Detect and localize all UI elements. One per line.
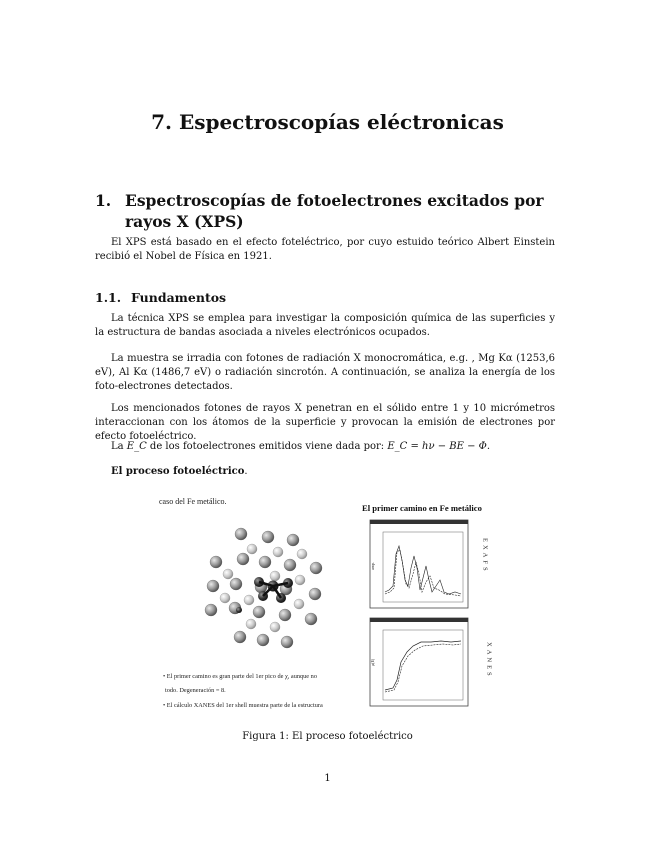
bullet-1-line-1: • El primer camino es gran parte del 1er pico de χ, aunque no — [163, 673, 317, 680]
bullet-1-line-2: todo. Degeneración = 8. — [165, 687, 226, 694]
section-number: 1. — [95, 191, 112, 210]
section-intro: El XPS está basado en el efecto foteléctrico, por cuyo estuido teórico Albert Einstein recibió el Nobel de Física en 1921. — [95, 237, 555, 262]
xanes-side-label: XANES — [485, 642, 493, 679]
subsection-number: 1.1. — [95, 290, 122, 305]
exafs-plot — [370, 520, 468, 608]
paragraph-photoelectric-process — [95, 465, 555, 479]
page-number: 1 — [324, 773, 331, 784]
chapter-title: 7. Espectroscopías eléctronicas — [151, 110, 504, 134]
photoelectric-process-label: El proceso fotoeléctrico — [111, 466, 245, 477]
kinetic-energy-symbol: E_C — [126, 441, 147, 452]
bullet-2: • El cálculo XANES del 1er shell muestra parte de la estructura — [163, 702, 323, 709]
photoelectric-figure — [155, 494, 510, 714]
subsection-heading — [95, 290, 555, 305]
figure-right-title: El primer camino en Fe metálico — [362, 503, 482, 513]
figure-bullets — [163, 673, 323, 709]
kinetic-energy-text-mid: de los fotoelectrones emitidos viene dada por: — [146, 441, 388, 452]
photoelectric-process-end: . — [244, 466, 248, 477]
kinetic-energy-text-end: . — [486, 441, 491, 452]
paragraph-kinetic-energy — [95, 440, 555, 454]
iron-lattice-image — [205, 528, 322, 648]
section-heading — [95, 190, 555, 232]
paragraph-xps-technique: La técnica XPS se emplea para investigar la composición química de las superficies y la estructura de bandas asociada a niveles electrónicos ocupados. — [95, 313, 555, 338]
xanes-plot — [370, 618, 468, 706]
paragraph-penetration: Los mencionados fotones de rayos X penetran en el sólido entre 1 y 10 micrómetros interaccionan con los átomos de la superficie y provocan la emisión de electrones por efecto fotoeléctrico. — [95, 403, 555, 442]
svg-text:μ(E): μ(E) — [370, 658, 375, 666]
svg-text:amp.: amp. — [370, 562, 375, 570]
figure-top-left-caption: caso del Fe metálico. — [159, 497, 227, 506]
section-title: Espectroscopías de fotoelectrones excitados por rayos X (XPS) — [125, 191, 544, 231]
subsection-title: Fundamentos — [131, 290, 227, 305]
kinetic-energy-equation: E_C = hν − BE − Φ — [387, 441, 487, 452]
figure-caption: Figura 1: El proceso fotoeléctrico — [242, 731, 413, 742]
paragraph-irradiation: La muestra se irradia con fotones de radiación X monocromática, e.g. , Mg Kα (1253,6 eV), Al Kα (1486,7 eV) o radiación sincrotón. A continuación, se analiza la energía de los foto-electrones detectados. — [95, 353, 555, 392]
kinetic-energy-text-start: La — [111, 441, 127, 452]
exafs-side-label: EXAFS — [481, 538, 489, 574]
